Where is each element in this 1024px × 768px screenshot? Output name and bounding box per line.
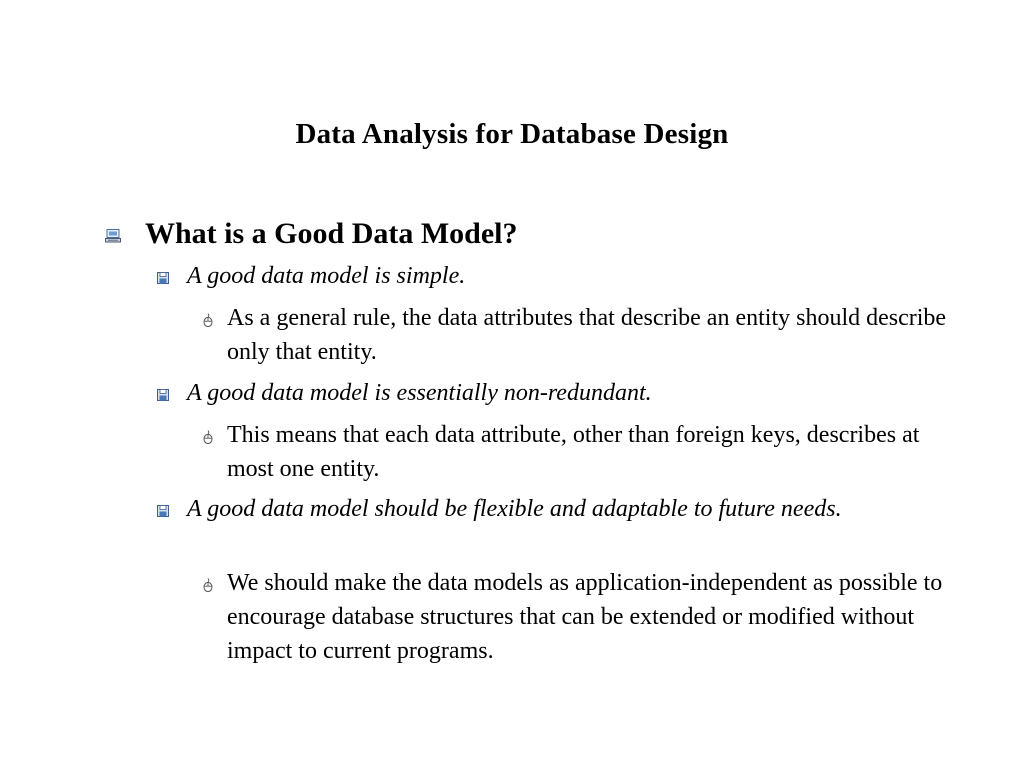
point-text: A good data model is essentially non-redundant. [187,380,652,406]
point-1 [157,259,927,293]
subpoint-text: As a general rule, the data attributes that describe an entity should describe only that entity. [227,305,947,365]
computer-icon [105,229,145,248]
subpoint-3 [201,566,957,668]
point-text: A good data model should be flexible and adaptable to future needs. [187,496,842,522]
subpoint-text: This means that each data attribute, other than foreign keys, describes at most one entity. [227,422,920,482]
subpoint-2 [201,418,957,486]
point-2 [157,376,927,410]
floppy-disk-icon [157,388,187,406]
mouse-icon [201,578,227,597]
slide-title: Data Analysis for Database Design [295,118,729,150]
floppy-disk-icon [157,271,187,289]
mouse-icon [201,430,227,449]
heading-bullet [105,215,518,253]
mouse-icon [201,313,227,332]
floppy-disk-icon [157,504,187,522]
point-3 [157,492,927,526]
heading-text: What is a Good Data Model? [145,217,518,250]
subpoint-1 [201,301,957,369]
point-text: A good data model is simple. [187,263,466,289]
subpoint-text: We should make the data models as application-independent as possible to encourage database structures that can be extended or modified without impact to current programs. [227,570,943,664]
